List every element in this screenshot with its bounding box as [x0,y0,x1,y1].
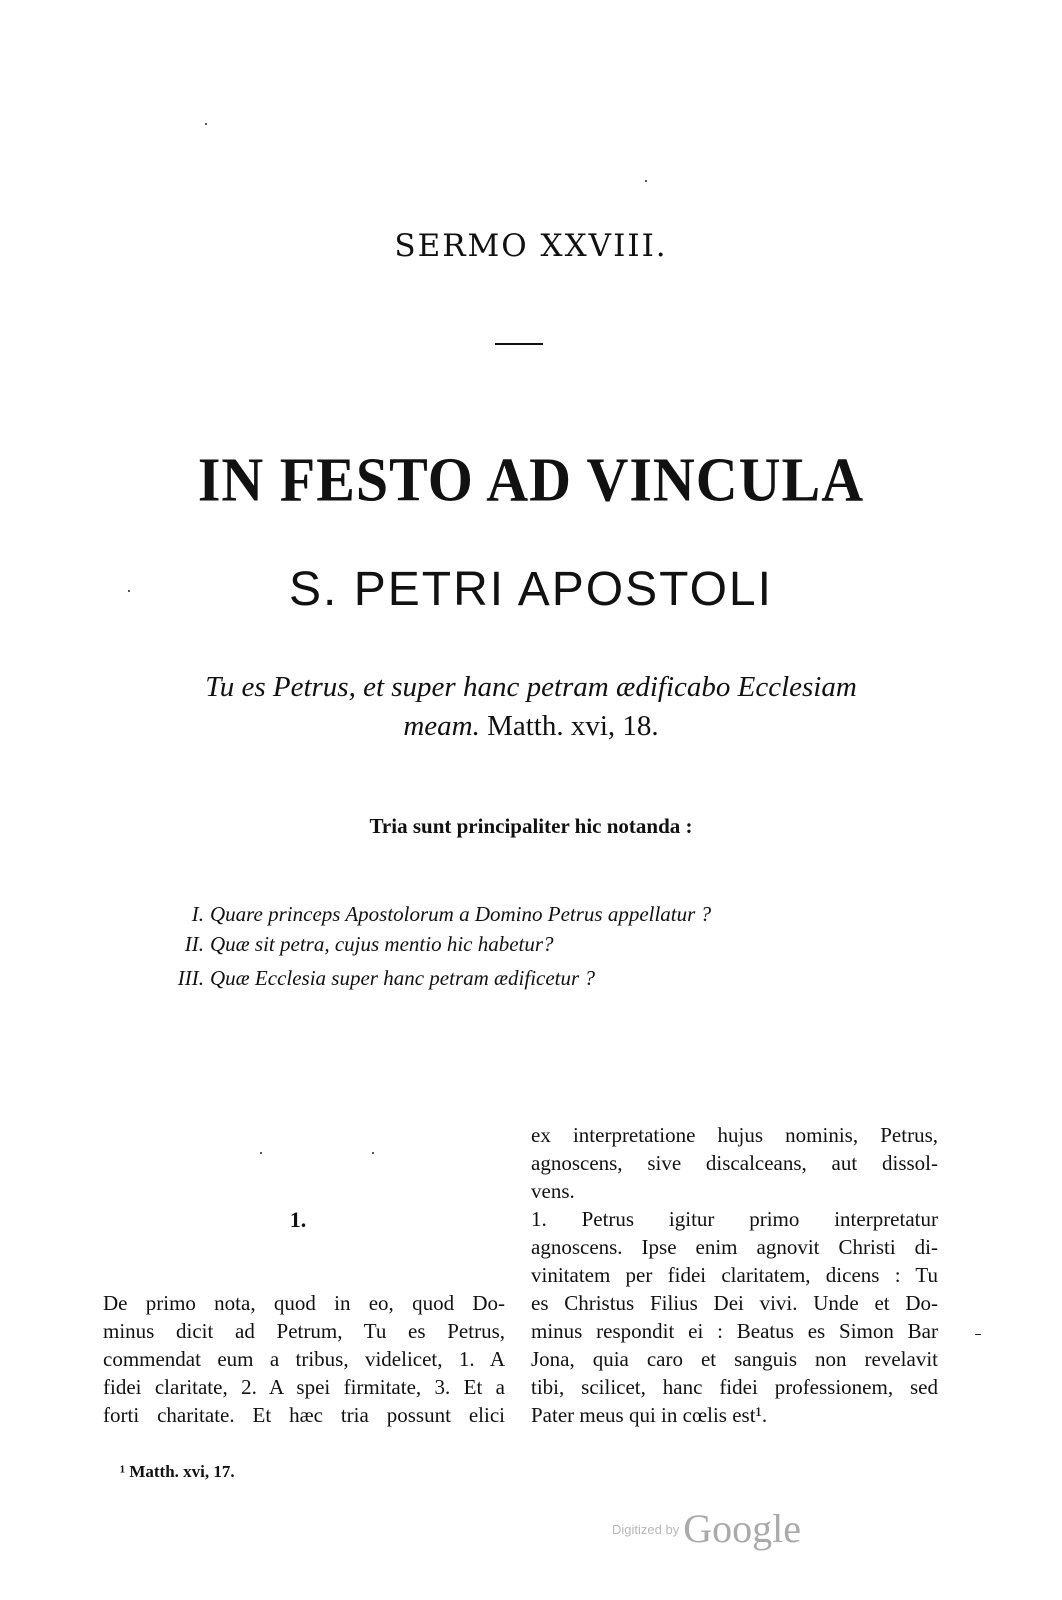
question-item [168,932,554,957]
text-line: agnoscens. Ipse enim agnovit Christi di- [531,1235,938,1259]
question-text: Quare princeps Apostolorum a Domino Petrus appellatur ? [210,902,712,926]
text-line: 1. Petrus igitur primo interpretatur [531,1207,938,1231]
scan-speck [645,180,647,182]
scan-speck [975,1334,981,1335]
text-line: minus dicit ad Petrum, Tu es Petrus, [103,1319,505,1343]
text-line: Jona, quia caro et sanguis non revelavit [531,1347,938,1371]
watermark-logo: Google [683,1506,801,1551]
scan-speck [205,123,207,125]
epigraph-reference: Matth. xvi, 18. [479,710,659,742]
text-line: De primo nota, quod in eo, quod Do- [103,1291,505,1315]
sermon-number: SERMO XXVIII. [394,228,668,264]
scan-speck [372,1152,374,1154]
question-item [168,902,711,927]
epigraph-line-2: meam. [403,710,480,742]
text-line: agnoscens, sive discalceans, aut dissol- [531,1151,938,1175]
text-line: es Christus Filius Dei vivi. Unde et Do- [531,1291,938,1315]
epigraph-line-1: Tu es Petrus, et super hanc petram ædificabo Ecclesiam [205,671,857,703]
text-line: forti charitate. Et hæc tria possunt elici [103,1403,505,1427]
question-item [168,966,595,991]
watermark-small: Digitized by [612,1522,680,1537]
left-column [103,1289,505,1429]
question-number: II. [184,932,204,956]
scan-speck [260,1152,262,1154]
text-line: ex interpretatione hujus nominis, Petrus, [531,1123,938,1147]
divider-rule [495,343,543,345]
question-number: I. [191,902,204,926]
text-line: commendat eum a tribus, videlicet, 1. A [103,1347,505,1371]
text-line: tibi, scilicet, hanc fidei professionem, sed [531,1375,938,1399]
scan-speck [128,590,130,592]
question-text: Quæ Ecclesia super hanc petram ædificetur ? [210,966,595,990]
page-subtitle: S. PETRI APOSTOLI [289,563,773,616]
text-line: fidei claritate, 2. A spei firmitate, 3. Et a [103,1375,505,1399]
right-column [531,1121,938,1429]
question-text: Quæ sit petra, cujus mentio hic habetur? [210,932,554,956]
section-number: 1. [289,1207,307,1232]
footnote: ¹ Matth. xvi, 17. [120,1462,235,1481]
intro-line: Tria sunt principaliter hic notanda : [369,814,693,838]
question-number: III. [177,966,204,990]
text-line: vens. [531,1179,575,1203]
text-line: minus respondit ei : Beatus es Simon Bar [531,1319,938,1343]
page-title: IN FESTO AD VINCULA [197,444,865,515]
epigraph [100,668,962,746]
digitized-watermark [612,1505,801,1552]
text-line: Pater meus qui in cœlis est¹. [531,1403,768,1427]
text-line: vinitatem per fidei claritatem, dicens : Tu [531,1263,938,1287]
